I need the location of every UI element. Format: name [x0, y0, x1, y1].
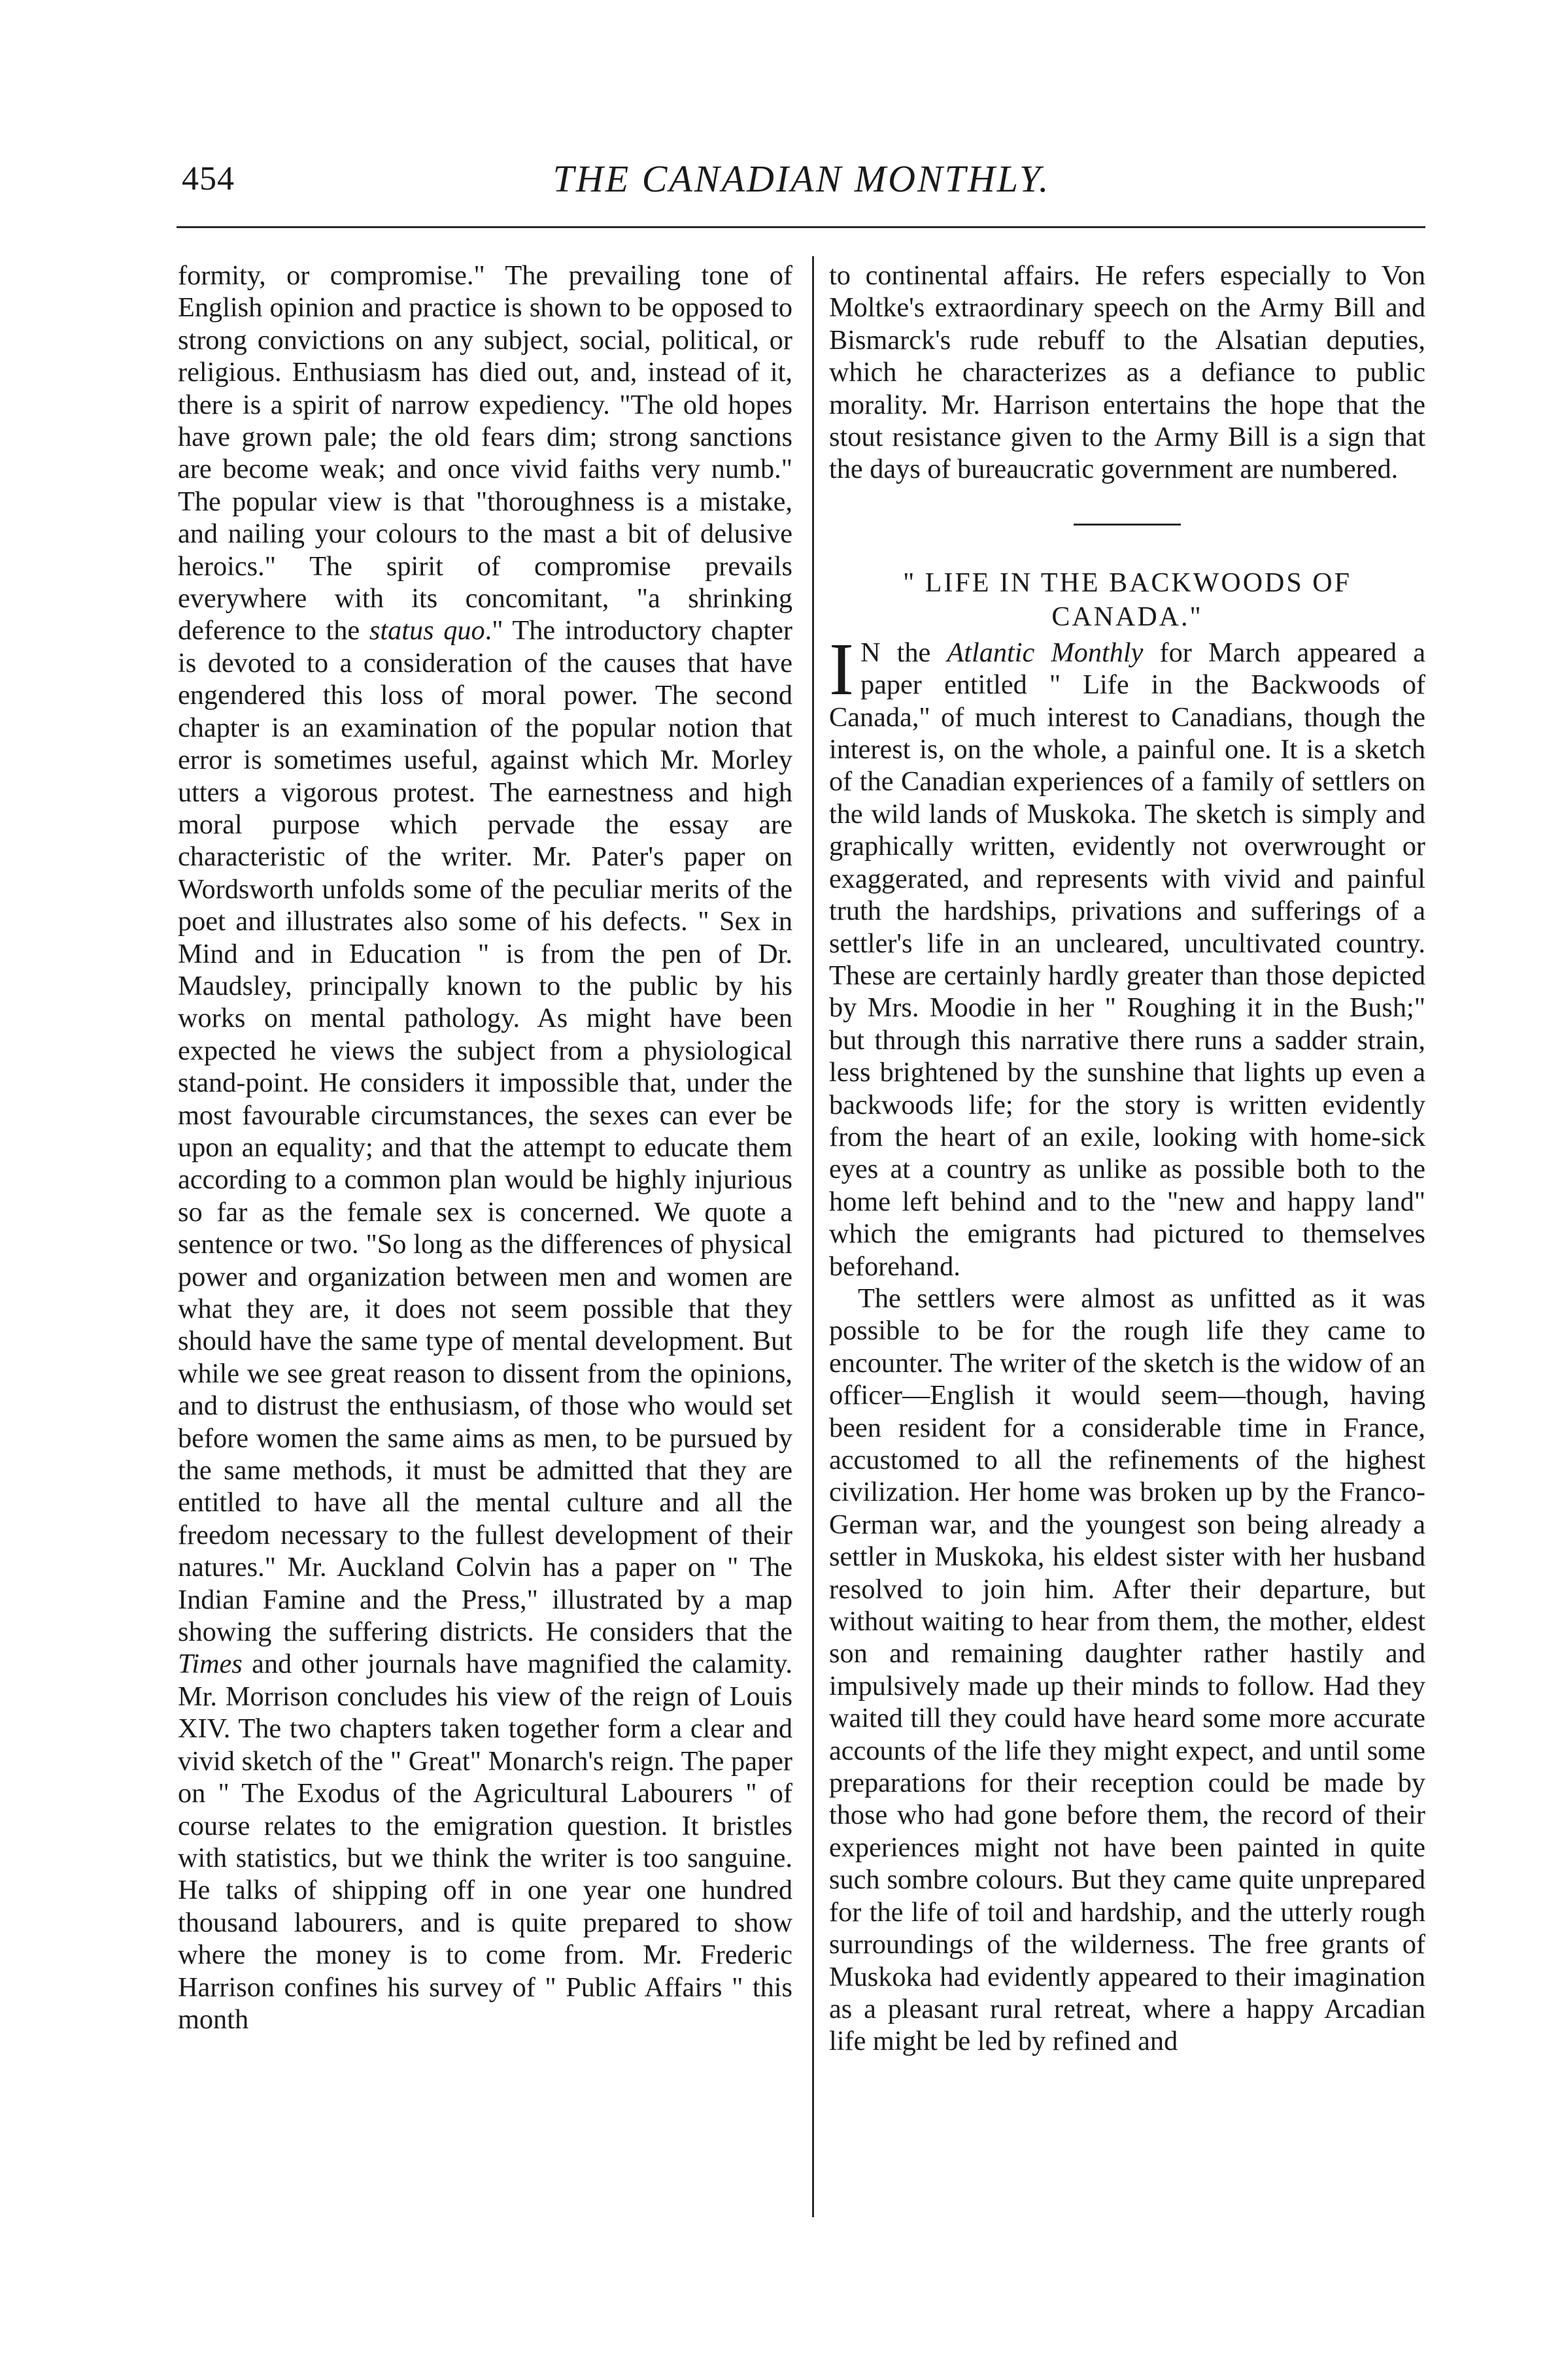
page-number: 454 [182, 160, 235, 197]
text-run: for March appeared a paper entitled " Life in the Backwoods of Canada," of much interest to Canadians, though the interest is, on the whole, a painful one. It is a sketch of the Canadian experiences of a family of settlers on the wild lands of Muskoka. The sketch is simply and graphically written, evidently not overwrought or exaggerated, and represents with vivid and painful truth the hardships, privations and sufferings of a settler's life in an uncleared, uncultivated country. These are certainly hardly greater than those depicted by Mrs. Moodie in her " Roughing it in the Bush;" but through this narrative there runs a sadder strain, less brightened by the sunshine that lights up even a backwoods life; for the story is written evidently from the heart of an exile, looking with home-sick eyes at a country as unlike as possible both to the home left behind and to the "new and happy land" which the emigrants had pictured to themselves beforehand. [829, 637, 1425, 1282]
header-rule [177, 226, 1425, 228]
drop-cap: I [829, 627, 854, 711]
right-paragraph-2 [829, 627, 1425, 1282]
section-title-line-1: " LIFE IN THE BACKWOODS OF [903, 567, 1352, 598]
right-column [829, 260, 1425, 2058]
italic-text: Atlantic Monthly [947, 637, 1144, 668]
text-run: formity, or compromise." The prevailing tone of English opinion and practice is shown to be opposed to strong convictions on any subject, social, political, or religious. Enthusiasm has died out, and, instead of it, there is a spirit of narrow expediency. "The old hopes have grown pale; the old fears dim; strong sanctions are become weak; and once vivid faiths very numb." The popular view is that "thoroughness is a mistake, and nailing your colours to the mast a bit of delusive heroics." The spirit of compromise prevails everywhere with its concomitant, "a shrinking deference to the [178, 260, 792, 646]
italic-text: status quo [369, 615, 485, 646]
right-paragraph-1: to continental affairs. He refers especially to Von Moltke's extraordinary speech on the Army Bill and Bismarck's rude rebuff to the Alsatian deputies, which he characterizes as a defiance to public morality. Mr. Harrison entertains the hope that the stout resistance given to the Army Bill is a sign that the days of bureaucratic government are numbered. [829, 260, 1425, 485]
column-divider [812, 256, 814, 2217]
running-title: THE CANADIAN MONTHLY. [552, 158, 1051, 200]
italic-text: Times [178, 1649, 243, 1680]
right-paragraph-3: The settlers were almost as unfitted as it was possible to be for the rough life they came to encounter. The writer of the sketch is the widow of an officer—English it would seem—though, having been resident for a considerable time in France, accustomed to all the refinements of the highest civilization. Her home was broken up by the Franco-German war, and the youngest son being already a settler in Muskoka, his eldest sister with her husband resolved to join him. After their departure, but without waiting to hear from them, the mother, eldest son and remaining daughter rather hastily and impulsively made up their minds to follow. Had they waited till they could have heard some more accurate accounts of the life they might expect, and until some preparations for their reception could be made by those who had gone before them, the record of their experiences might not have been painted in quite such sombre colours. But they came quite unprepared for the life of toil and hardship, and the utterly rough surroundings of the wilderness. The free grants of Muskoka had evidently appeared to their imagination as a pleasant rural retreat, where a happy Arcadian life might be led by refined and [829, 1282, 1425, 2057]
text-run: N the [860, 637, 947, 668]
section-title [829, 566, 1425, 634]
left-column [178, 260, 792, 2036]
text-run: and other journals have magnified the calamity. Mr. Morrison concludes his view of the reign of Louis XIV. The two chapters taken together form a clear and vivid sketch of the " Great" Monarch's reign. The paper on " The Exodus of the Agricultural Labourers " of course relates to the emigration question. It bristles with statistics, but we think the writer is too sanguine. He talks of shipping off in one year one hundred thousand labourers, and is quite prepared to show where the money is to come from. Mr. Frederic Harrison confines his survey of " Public Affairs " this month [178, 1649, 792, 2035]
text-run: ." The introductory chapter is devoted to a consideration of the causes that have engendered this loss of moral power. The second chapter is an examination of the popular notion that error is sometimes useful, against which Mr. Morley utters a vigorous protest. The earnestness and high moral purpose which pervade the essay are characteristic of the writer. Mr. Pater's paper on Wordsworth unfolds some of the peculiar merits of the poet and illustrates also some of his defects. " Sex in Mind and in Education " is from the pen of Dr. Maudsley, principally known to the public by his works on mental pathology. As might have been expected he views the subject from a physiological stand-point. He considers it impossible that, under the most favourable circumstances, the sexes can ever be upon an equality; and that the attempt to educate them according to a common plan would be highly injurious so far as the female sex is concerned. We quote a sentence or two. "So long as the differences of physical power and organization between men and women are what they are, it does not seem possible that they should have the same type of mental development. But while we see great reason to dissent from the opinions, and to distrust the enthusiasm, of those who would set before women the same aims as men, to be pursued by the same methods, it must be admitted that they are entitled to have all the mental culture and all the freedom necessary to the fullest development of their natures." Mr. Auckland Colvin has a paper on " The Indian Famine and the Press," illustrated by a map showing the suffering districts. He considers that the [178, 615, 792, 1648]
section-divider [1074, 524, 1181, 526]
left-paragraph-1 [178, 260, 792, 2036]
section-title-line-2: CANADA." [1051, 601, 1203, 632]
